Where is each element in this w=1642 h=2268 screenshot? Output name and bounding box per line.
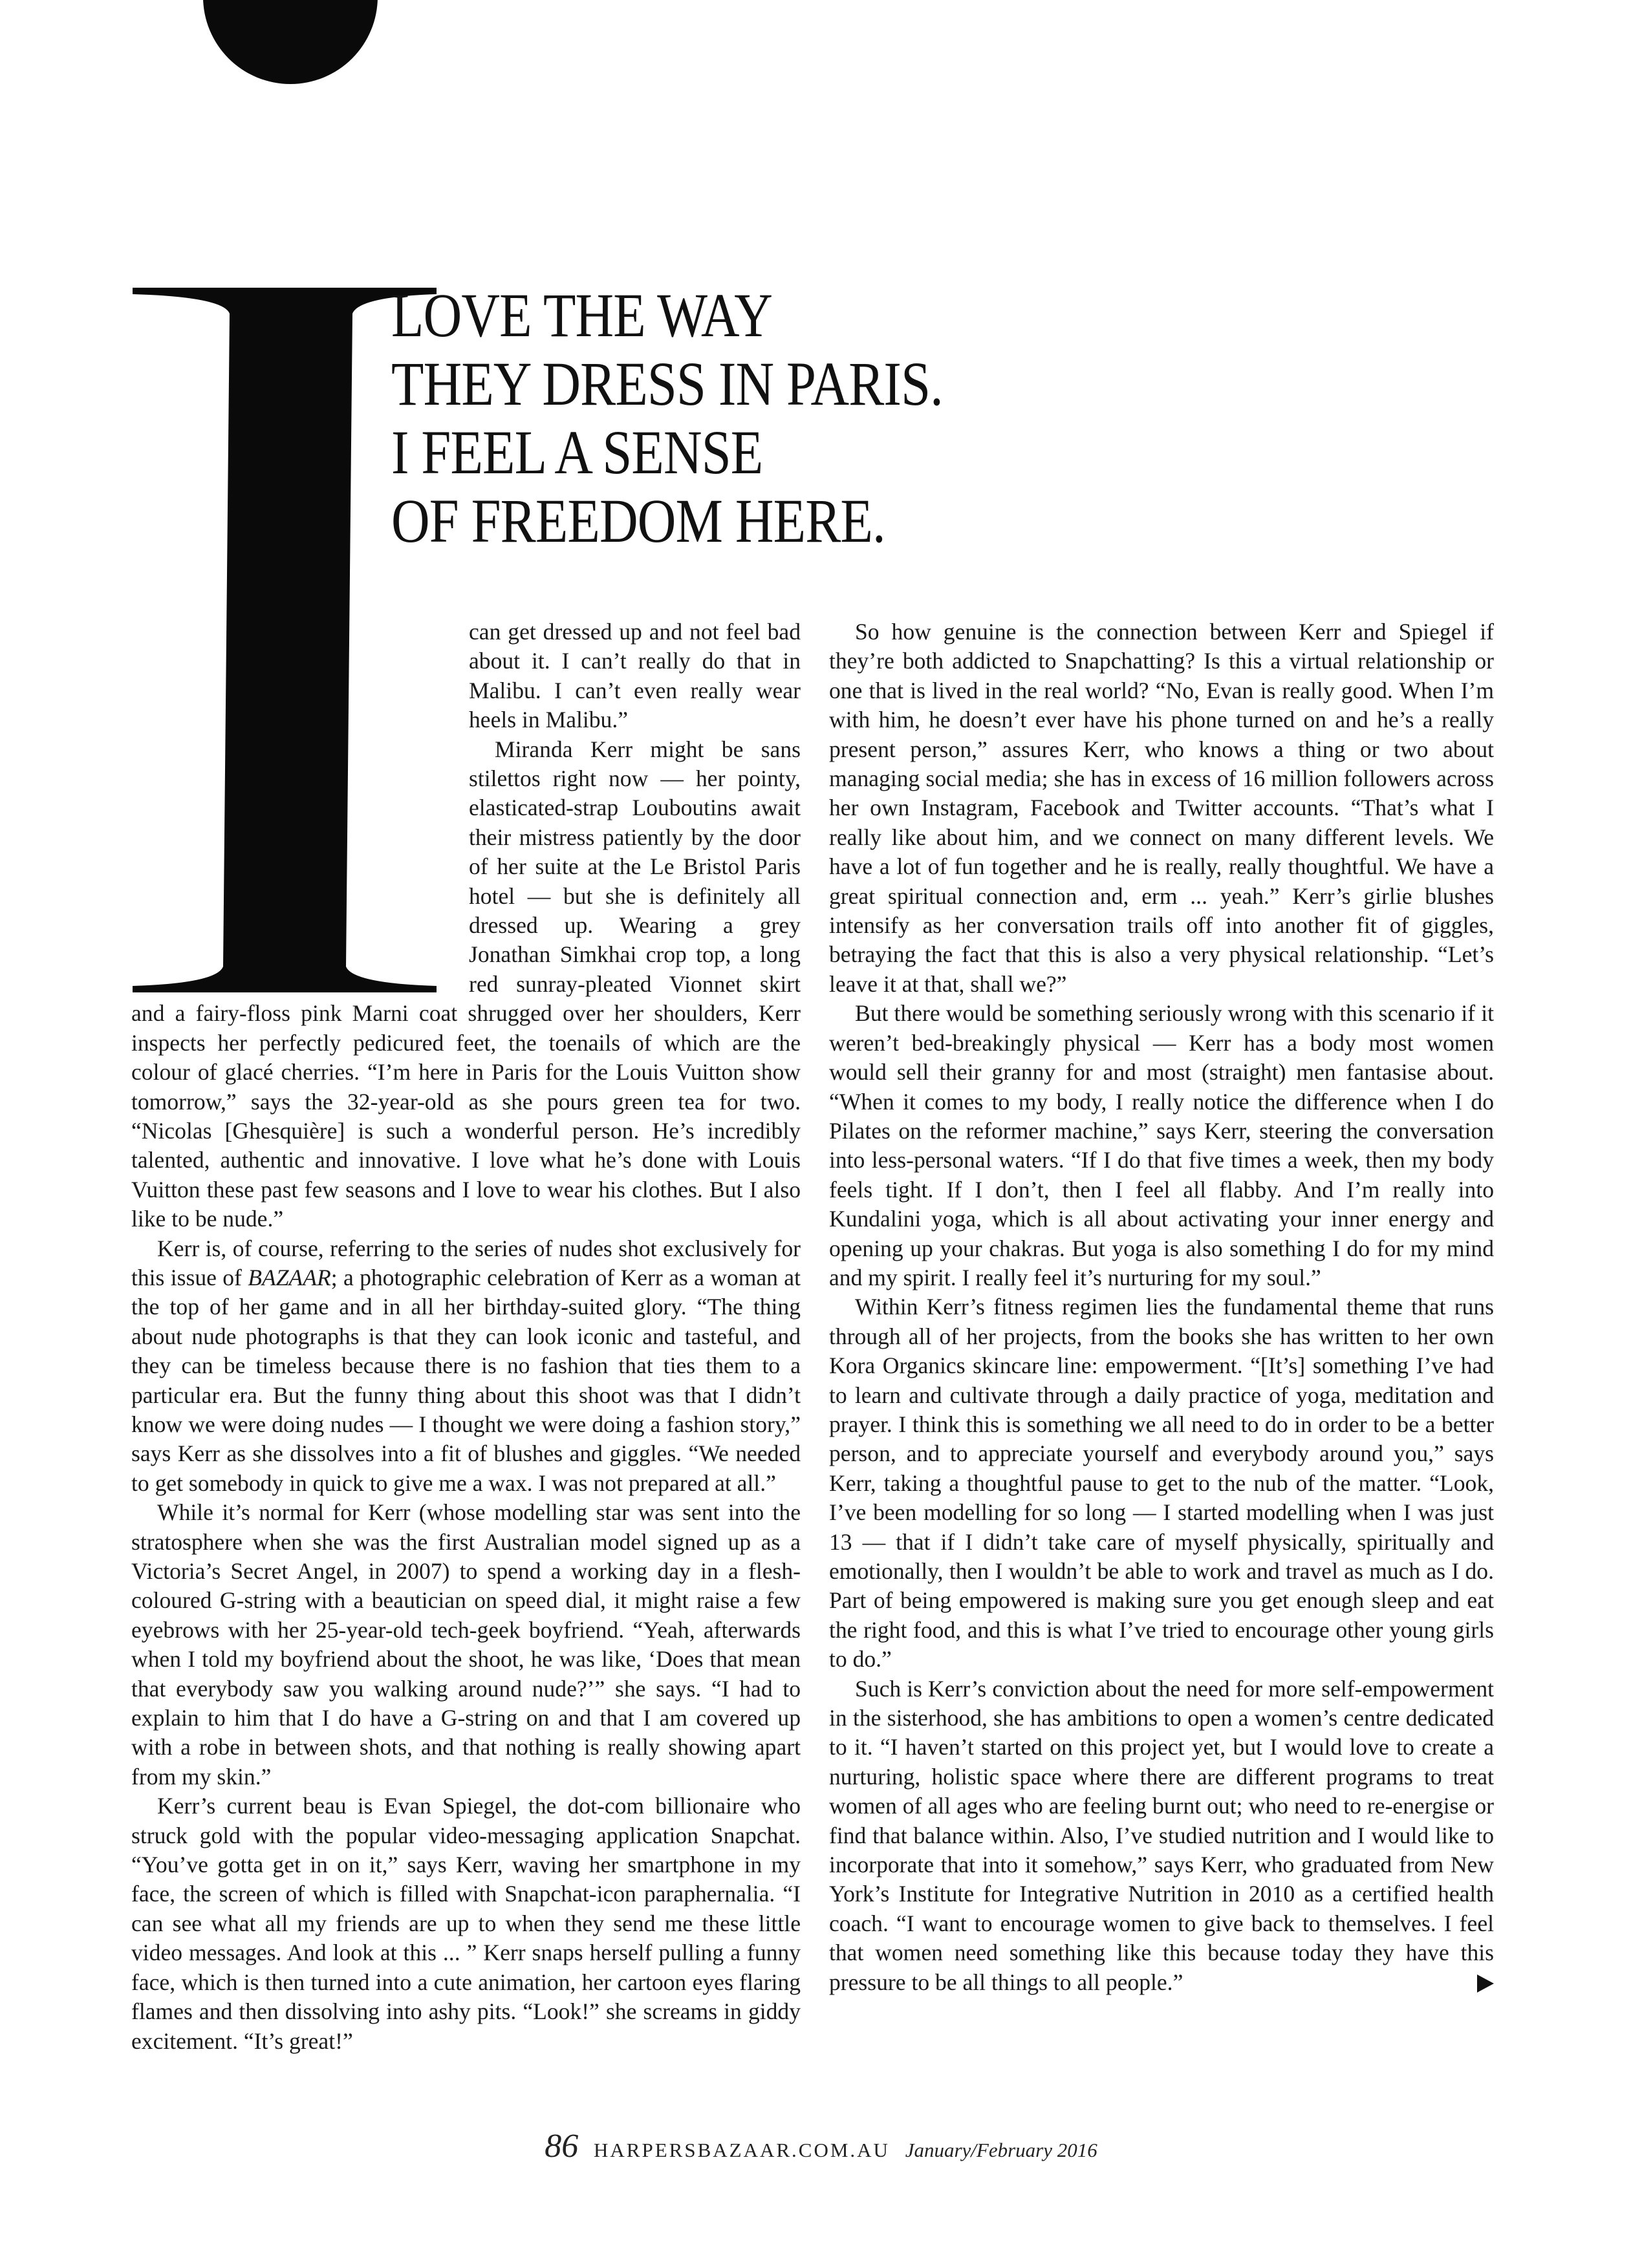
paragraph: Miranda Kerr might be sans stilettos right now — her pointy, elasticated-strap Louboutins await their mistress patiently by the door of her suite at the Le Bristol Paris hotel — but she is definitely all dressed up. Wearing a grey Jonathan Simkhai crop top, a long red sunray-pleated Vionnet skirt and a fairy-floss pink Marni coat shrugged over her shoulders, Kerr inspects her perfectly pedicured feet, the toenails of which are the colour of glacé cherries. “I’m here in Paris for the Louis Vuitton show tomorrow,” says the 32-year-old as she pours green tea for two. “Nicolas [Ghesquière] is such a wonderful person. He’s incredibly talented, authentic and innovative. I love what he’s done with Louis Vuitton these past few seasons and I love to wear his clothes. But I also like to be nude.” <box>131 736 801 1232</box>
pull-quote-line: LOVE THE WAY <box>391 281 773 350</box>
article-column-left <box>131 617 801 2056</box>
website: HARPERSBAZAAR.COM.AU <box>594 2139 890 2161</box>
paragraph <box>829 1674 1494 1997</box>
page-footer <box>0 2127 1642 2165</box>
paragraph-text: ; a photographic celebration of Kerr as a woman at the top of her game and in all her birthday-suited glory. “The thing about nude photographs is that they can look iconic and tasteful, and they can be timeless because there is no fashion that ties them to a particular era. But the funny thing about this shoot was that I didn’t know we were doing nudes — I thought we were doing a fashion story,” says Kerr as she dissolves into a fit of blushes and giggles. “We needed to get somebody in quick to give me a wax. I was not prepared at all.” <box>131 1264 801 1496</box>
paragraph-text: Kerr is, of course, referring to the series of nudes shot exclusively for this issue of <box>131 1235 801 1290</box>
paragraph <box>131 1234 801 1499</box>
drop-cap-space <box>131 617 469 999</box>
black-circle-decoration <box>203 0 378 84</box>
article-column-right <box>829 617 1494 1997</box>
magazine-name: BAZAAR <box>248 1264 331 1290</box>
paragraph: While it’s normal for Kerr (whose modelling star was sent into the stratosphere when she was the first Australian model signed up as a Victoria’s Secret Angel, in 2007) to spend a working day in a flesh-coloured G-string with a beautician on speed dial, it might raise a few eyebrows with her 25-year-old tech-geek boyfriend. “Yeah, afterwards when I told my boyfriend about the shoot, he was like, ‘Does that mean that everybody saw you walking around nude?’” she says. “I had to explain to him that I do have a G-string on and that I am covered up with a robe in between shots, and that nothing is really showing apart from my skin.” <box>131 1499 801 1790</box>
paragraph: can get dressed up and not feel bad about it. I can’t really do that in Malibu. I can’t even really wear heels in Malibu.” <box>469 619 801 733</box>
page-number: 86 <box>545 2128 579 2165</box>
issue-date: January/February 2016 <box>905 2139 1097 2161</box>
paragraph: Within Kerr’s fitness regimen lies the fundamental theme that runs through all of her projects, from the books she has written to her own Kora Organics skincare line: empowerment. “[It’s] something I’ve had to learn and cultivate through a daily practice of yoga, meditation and prayer. I think this is something we all need to do in order to be a better person, and to appreciate yourself and everybody around you,” says Kerr, taking a thoughtful pause to get to the nub of the matter. “Look, I’ve been modelling for so long — I started modelling when I was just 13 — that if I didn’t take care of myself physically, spiritually and emotionally, then I wouldn’t be able to work and travel as much as I do. Part of being empowered is making sure you get enough sleep and eat the right food, and this is what I’ve tried to encourage other young girls to do.” <box>829 1294 1494 1673</box>
paragraph: Kerr’s current beau is Evan Spiegel, the dot-com billionaire who struck gold with the popular video-messaging application Snapchat. “You’ve gotta get in on it,” says Kerr, waving her smartphone in my face, the screen of which is filled with Snapchat-icon paraphernalia. “I can see what all my friends are up to when they send me these little video messages. And look at this ... ” Kerr snaps herself pulling a funny face, which is then turned into a cute animation, her cartoon eyes flaring flames and then dissolving into ashy pits. “Look!” she screams in giddy excitement. “It’s great!” <box>131 1793 801 2054</box>
pull-quote-line: OF FREEDOM HERE. <box>391 486 885 555</box>
pull-quote <box>391 281 1059 555</box>
continue-arrow-icon <box>1477 1974 1494 1993</box>
paragraph-text: Such is Kerr’s conviction about the need for more self-empowerment in the sisterhood, she has ambitions to open a women’s centre dedicated to it. “I haven’t started on this project yet, but I would love to create a nurturing, holistic space where there are different programs to treat women of all ages who are feeling burnt out; who need to re-energise or find that balance within. Also, I’ve studied nutrition and I would like to incorporate that into it somehow,” says Kerr, who graduated from New York’s Institute for Integrative Nutrition in 2010 as a certified health coach. “I want to encourage women to give back to themselves. I feel that women need something like this because today they have this pressure to be all things to all people.” <box>829 1675 1494 1995</box>
paragraph: So how genuine is the connection between Kerr and Spiegel if they’re both addicted to Snapchatting? Is this a virtual relationship or one that is lived in the real world? “No, Evan is really good. When I’m with him, he doesn’t ever have his phone turned on and he’s a really present person,” assures Kerr, who knows a thing or two about managing social media; she has in excess of 16 million followers across her own Instagram, Facebook and Twitter accounts. “That’s what I really like about him, and we connect on many different levels. We have a lot of fun together and he is really, really thoughtful. We have a great spiritual connection and, erm ... yeah.” Kerr’s girlie blushes intensify as her conversation trails off into another fit of giggles, betraying the fact that this is also a very physical relationship. “Let’s leave it at that, shall we?” <box>829 619 1494 997</box>
paragraph: But there would be something seriously wrong with this scenario if it weren’t bed-breakingly physical — Kerr has a body most women would sell their granny for and most (straight) men fantasise about. “When it comes to my body, I really notice the difference when I do Pilates on the reformer machine,” says Kerr, steering the conversation into less-personal waters. “If I do that five times a week, then my body feels tight. If I don’t, then I feel all flabby. And I’m really into Kundalini yoga, which is all about activating your inner energy and opening up your chakras. But yoga is also something I do for my mind and my spirit. I really feel it’s nurturing for my soul.” <box>829 1000 1494 1290</box>
pull-quote-line: THEY DRESS IN PARIS. <box>391 349 943 418</box>
pull-quote-line: I FEEL A SENSE <box>391 418 763 487</box>
